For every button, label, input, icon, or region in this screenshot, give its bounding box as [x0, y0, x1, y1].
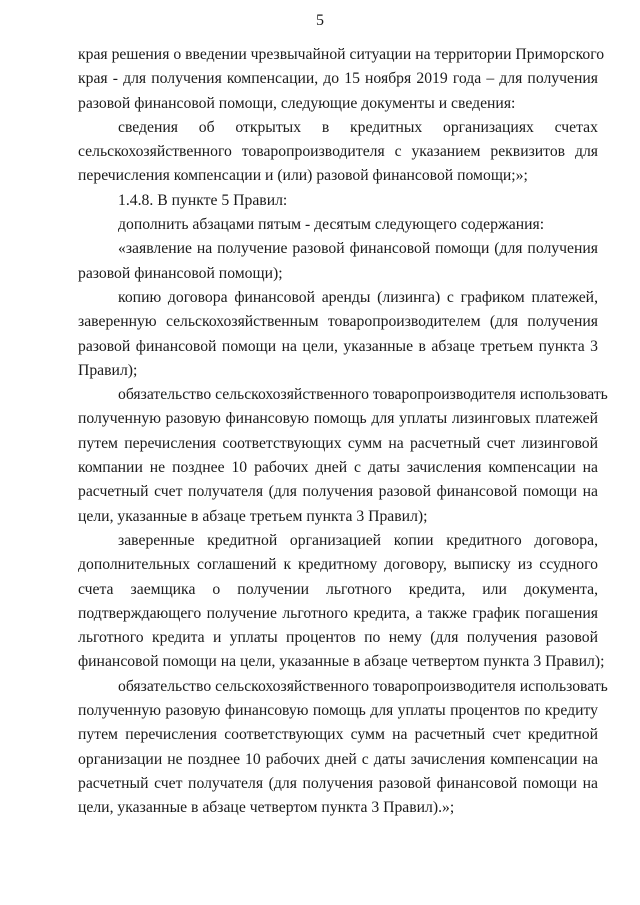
text-line: компании не позднее 10 рабочих дней с даты зачисления компенсации на — [78, 459, 598, 477]
text-line: перечисления компенсации и (или) разовой финансовой помощи;»; — [78, 167, 528, 185]
text-line: дополнить абзацами пятым - десятым следующего содержания: — [118, 216, 545, 234]
text-line: разовой финансовой помощи на цели, указанные в абзаце третьем пункта 3 — [78, 337, 598, 355]
text-line: Правил); — [78, 361, 138, 379]
text-line: 1.4.8. В пункте 5 Правил: — [118, 191, 288, 209]
document-body — [78, 43, 608, 821]
text-line: цели, указанные в абзаце четвертом пункта 3 Правил).»; — [78, 799, 455, 817]
text-line: дополнительных соглашений к кредитному договору, выписку из ссудного — [78, 556, 598, 574]
text-line: подтверждающего получение льготного кредита, а также график погашения — [78, 604, 598, 622]
text-line: полученную разовую финансовую помощь для уплаты процентов по кредиту — [78, 702, 598, 720]
text-line: путем перечисления соответствующих сумм на расчетный счет кредитной — [78, 726, 598, 744]
text-line: заверенные кредитной организацией копии кредитного договора, — [118, 531, 598, 549]
text-line: цели, указанные в абзаце третьем пункта 3 Правил); — [78, 507, 428, 525]
page-number: 5 — [316, 12, 324, 29]
text-line: путем перечисления соответствующих сумм на расчетный счет лизинговой — [78, 434, 598, 452]
text-line: расчетный счет получателя (для получения разовой финансовой помощи на — [78, 774, 598, 792]
text-line: счета заемщика о получении льготного кредита, или документа, — [78, 580, 598, 598]
text-line: льготного кредита и уплаты процентов по нему (для получения разовой — [78, 629, 598, 647]
text-line: края - для получения компенсации, до 15 ноября 2019 года – для получения — [78, 70, 598, 88]
text-line: расчетный счет получателя (для получения разовой финансовой помощи на — [78, 483, 598, 501]
text-line: сельскохозяйственного товаропроизводителя с указанием реквизитов для — [78, 143, 598, 161]
text-line: разовой финансовой помощи); — [78, 264, 283, 282]
text-line: края решения о введении чрезвычайной ситуации на территории Приморского — [78, 46, 605, 63]
text-line: заверенную сельскохозяйственным товаропроизводителем (для получения — [78, 313, 598, 331]
text-line: обязательство сельскохозяйственного товаропроизводителя использовать — [118, 386, 608, 404]
text-line: полученную разовую финансовую помощь для уплаты лизинговых платежей — [78, 410, 598, 428]
text-line: копию договора финансовой аренды (лизинга) с графиком платежей, — [118, 288, 598, 306]
text-line: финансовой помощи на цели, указанные в абзаце четвертом пункта 3 Правил); — [78, 653, 605, 671]
text-line: «заявление на получение разовой финансовой помощи (для получения — [118, 240, 598, 258]
text-line: организации не позднее 10 рабочих дней с даты зачисления компенсации на — [78, 750, 598, 768]
text-line: обязательство сельскохозяйственного товаропроизводителя использовать — [118, 677, 608, 695]
text-line: сведения об открытых в кредитных организациях счетах — [118, 118, 598, 136]
text-line: разовой финансовой помощи, следующие документы и сведения: — [78, 94, 516, 112]
